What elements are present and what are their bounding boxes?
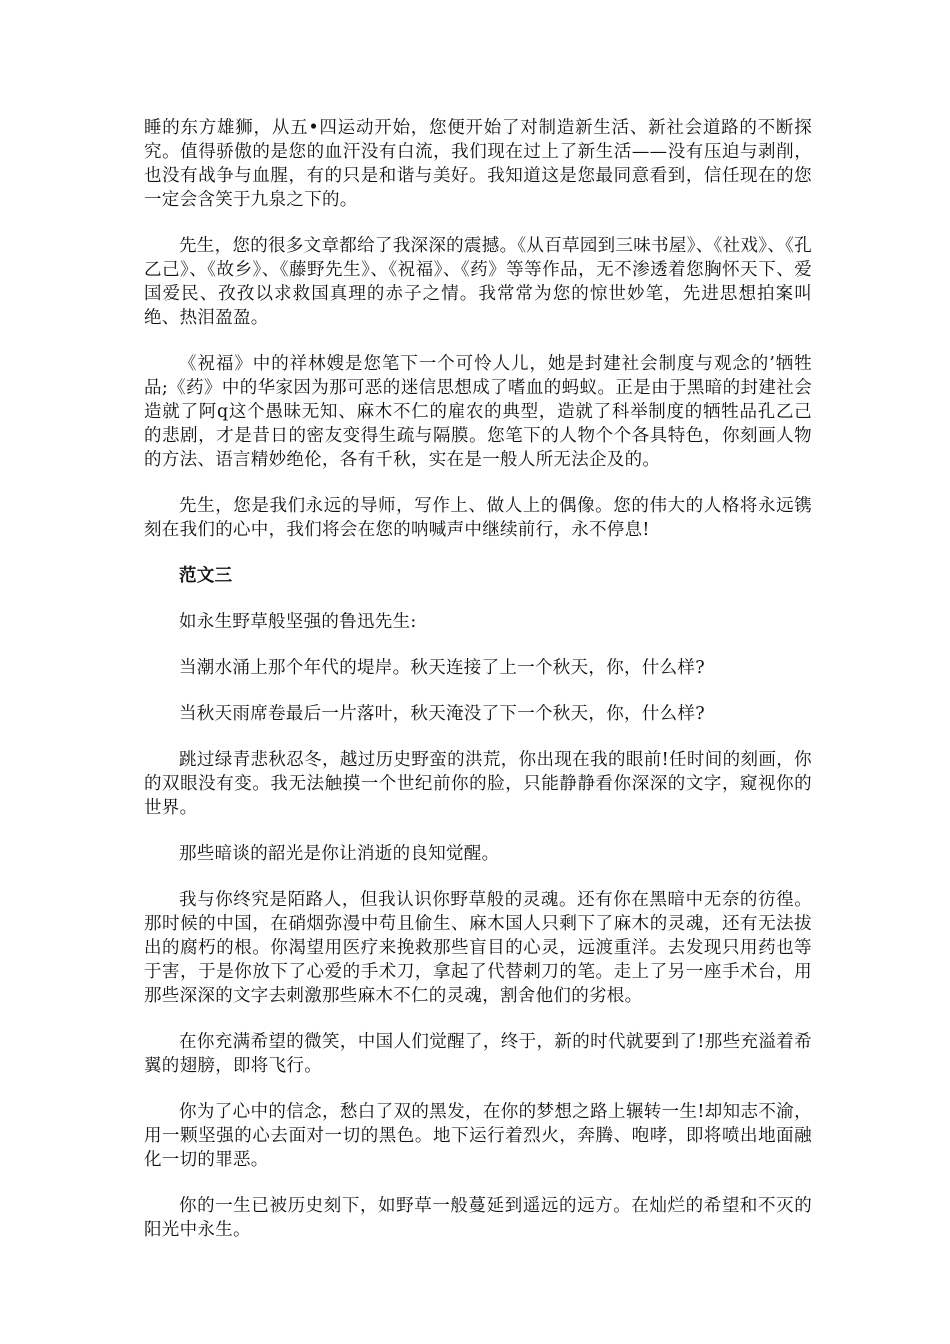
paragraph: 当潮水涌上那个年代的堤岸。秋天连接了上一个秋天，你，什么样? <box>179 658 705 678</box>
paragraph: 我与你终究是陌路人，但我认识你野草般的灵魂。还有你在黑暗中无奈的彷徨。那时候的中国，在硝烟弥漫中苟且偷生、麻木国人只剩下了麻木的灵魂，还有无法拔出的腐朽的根。你渴望用医疗来挽救那些盲目的心灵，远渡重洋。去发现只用药也等于害，于是你放下了心爱的手术刀，拿起了代替刺刀的笔。走上了另一座手术台，用那些深深的文字去刺激那些麻木不仁的灵魂，割舍他们的劣根。 <box>144 890 812 1006</box>
document-page <box>144 116 812 1242</box>
paragraph: 《祝福》中的祥林嫂是您笔下一个可怜人儿，她是封建社会制度与观念的’牺牲品;《药》中的华家因为那可恶的迷信思想成了嗜血的蚂蚁。正是由于黑暗的封建社会造就了阿q这个愚昧无知、麻木不仁的雇农的典型，造就了科举制度的牺牲品孔乙己的悲剧，才是昔日的密友变得生疏与隔膜。您笔下的人物个个各具特色，你刻画人物的方法、语言精妙绝伦，各有千秋，实在是一般人所无法企及的。 <box>144 354 812 470</box>
salutation: 如永生野草般坚强的鲁迅先生: <box>179 612 417 632</box>
paragraph: 先生，您的很多文章都给了我深深的震撼。《从百草园到三味书屋》、《社戏》、《孔乙己》、《故乡》、《藤野先生》、《祝福》、《药》等等作品，无不渗透着您胸怀天下、爱国爱民、孜孜以求救国真理的赤子之情。我常常为您的惊世妙笔，先进思想拍案叫绝、热泪盈盈。 <box>144 236 812 328</box>
paragraph: 你的一生已被历史刻下，如野草一般蔓延到遥远的远方。在灿烂的希望和不灭的阳光中永生。 <box>144 1196 812 1240</box>
paragraph: 那些暗谈的韶光是你让消逝的良知觉醒。 <box>179 844 500 864</box>
paragraph: 在你充满希望的微笑，中国人们觉醒了，终于，新的时代就要到了!那些充溢着希翼的翅膀，即将飞行。 <box>144 1032 812 1076</box>
paragraph: 当秋天雨席卷最后一片落叶，秋天淹没了下一个秋天，你，什么样? <box>179 704 705 724</box>
paragraph: 跳过绿青悲秋忍冬，越过历史野蛮的洪荒，你出现在我的眼前!任时间的刻画，你的双眼没有变。我无法触摸一个世纪前你的脸，只能静静看你深深的文字，窥视你的世界。 <box>144 750 812 818</box>
section-heading: 范文三 <box>179 566 233 586</box>
paragraph: 先生，您是我们永远的导师，写作上、做人上的偶像。您的伟大的人格将永远镌刻在我们的心中，我们将会在您的呐喊声中继续前行，永不停息! <box>144 496 812 540</box>
paragraph: 睡的东方雄狮，从五•四运动开始，您便开始了对制造新生活、新社会道路的不断探究。值得骄傲的是您的血汗没有白流，我们现在过上了新生活——没有压迫与剥削，也没有战争与血腥，有的只是和谐与美好。我知道这是您最同意看到，信任现在的您一定会含笑于九泉之下的。 <box>144 118 812 210</box>
paragraph: 你为了心中的信念，愁白了双的黑发，在你的梦想之路上辗转一生!却知志不渝，用一颗坚强的心去面对一切的黑色。地下运行着烈火，奔腾、咆哮，即将喷出地面融化一切的罪恶。 <box>144 1102 812 1170</box>
